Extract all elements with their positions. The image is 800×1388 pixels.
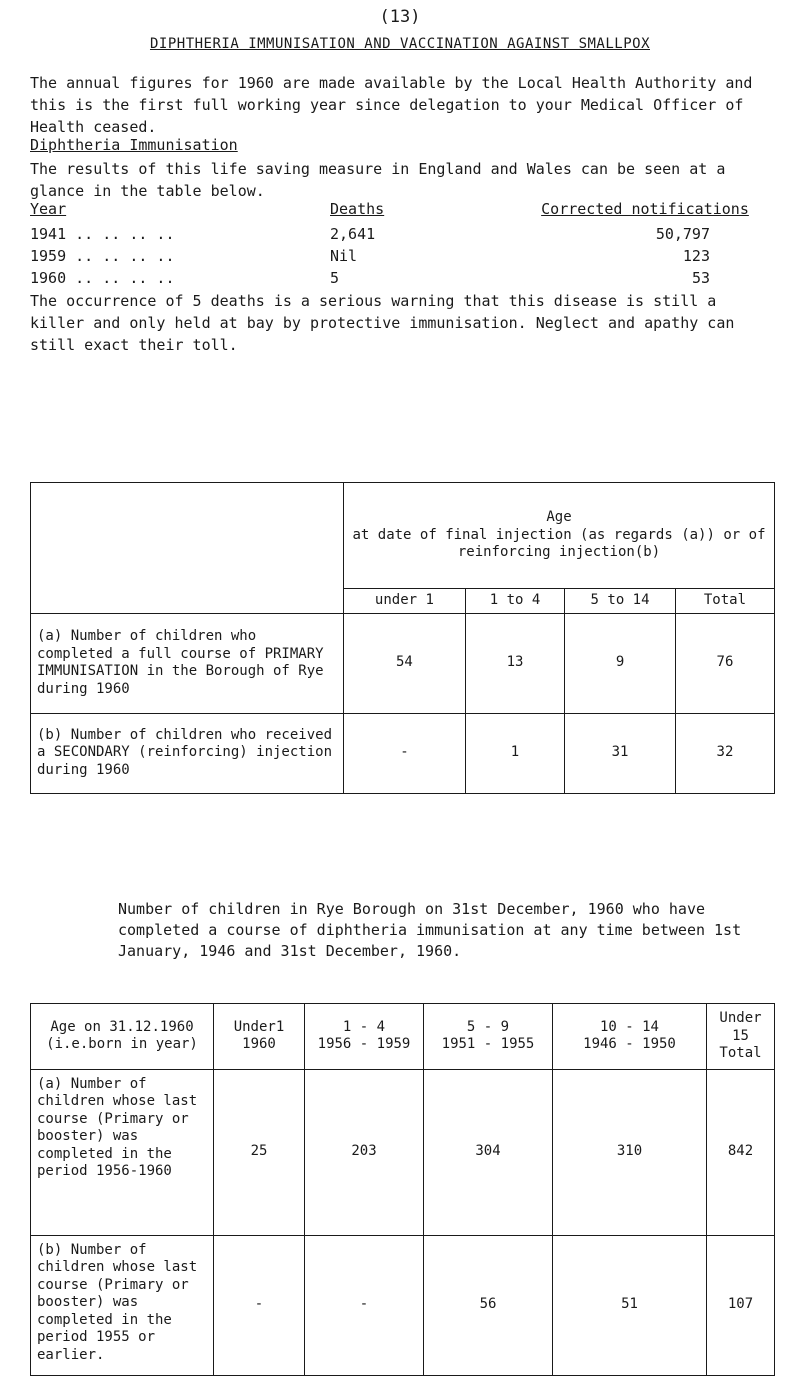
column-header: 1 to 4 <box>465 589 564 614</box>
column-header: 5 to 14 <box>565 589 676 614</box>
stats-header-year: Year <box>30 200 67 218</box>
stats-notifications: 50,797 <box>655 225 710 243</box>
table-cell: 1 <box>465 713 564 793</box>
intro-paragraph: The annual figures for 1960 are made available by the Local Health Authority and this is the first full working year since delegation to your Medical Officer of Health ceased. <box>30 74 753 136</box>
stats-header-notifications: Corrected notifications <box>541 200 749 218</box>
table-cell: 51 <box>553 1235 707 1375</box>
stats-year: 1960 .. .. .. .. <box>30 269 175 287</box>
row-label: (a) Number of children whose last course (Primary or booster) was completed in the period 1956-1960 <box>31 1069 214 1235</box>
column-header: 1 - 4 1956 - 1959 <box>305 1004 424 1070</box>
column-header: under 1 <box>344 589 466 614</box>
table-cell: - <box>305 1235 424 1375</box>
table-cell: 842 <box>707 1069 775 1235</box>
table-cell: 107 <box>707 1235 775 1375</box>
row-label: (b) Number of children whose last course (Primary or booster) was completed in the period 1955 or earlier. <box>31 1235 214 1375</box>
table-cell: 54 <box>344 613 466 713</box>
warning-paragraph: The occurrence of 5 deaths is a serious warning that this disease is still a killer and only held at bay by protective immunisation. Neglect and apathy can still exact their toll. <box>30 292 735 354</box>
table-row <box>31 613 775 713</box>
column-header: Total <box>675 589 774 614</box>
stats-header-deaths: Deaths <box>330 200 385 218</box>
table-cell: 304 <box>424 1069 553 1235</box>
table-row <box>31 713 775 793</box>
table-corner-cell <box>31 483 344 614</box>
table-cell: 56 <box>424 1235 553 1375</box>
section-subheading: Diphtheria Immunisation <box>30 136 238 154</box>
table-cell: - <box>344 713 466 793</box>
column-header: Under 15 Total <box>707 1004 775 1070</box>
stats-notifications: 53 <box>691 269 710 287</box>
stats-row <box>0 269 800 291</box>
table-cell: 203 <box>305 1069 424 1235</box>
table-row <box>31 1235 775 1375</box>
row-label: (b) Number of children who received a SECONDARY (reinforcing) injection during 1960 <box>31 713 344 793</box>
table-cell: 32 <box>675 713 774 793</box>
stats-notifications: 123 <box>682 247 710 265</box>
table-cell: 31 <box>565 713 676 793</box>
table-caption: Number of children in Rye Borough on 31st December, 1960 who have completed a course of diphtheria immunisation at any time between 1st January, 1946 and 31st December, 1960. <box>118 900 742 960</box>
age-header: Age at date of final injection (as regards (a)) or of reinforcing injection(b) <box>344 483 775 589</box>
table-row <box>31 1069 775 1235</box>
stats-row <box>0 247 800 269</box>
age-distribution-table <box>30 1003 775 1376</box>
stats-deaths: 5 <box>330 269 340 287</box>
column-header: Age on 31.12.1960 (i.e.born in year) <box>31 1004 214 1070</box>
stats-deaths: Nil <box>330 247 358 265</box>
table-cell: 310 <box>553 1069 707 1235</box>
column-header: 10 - 14 1946 - 1950 <box>553 1004 707 1070</box>
row-label: (a) Number of children who completed a full course of PRIMARY IMMUNISATION in the Borough of Rye during 1960 <box>31 613 344 713</box>
table-cell: 25 <box>214 1069 305 1235</box>
column-header: 5 - 9 1951 - 1955 <box>424 1004 553 1070</box>
page-heading: DIPHTHERIA IMMUNISATION AND VACCINATION AGAINST SMALLPOX <box>149 36 650 52</box>
table-cell: 9 <box>565 613 676 713</box>
stats-deaths: 2,641 <box>330 225 376 243</box>
stats-year: 1959 .. .. .. .. <box>30 247 175 265</box>
table-cell: 76 <box>675 613 774 713</box>
results-paragraph: The results of this life saving measure in England and Wales can be seen at a glance in the table below. <box>30 160 726 200</box>
table-cell: - <box>214 1235 305 1375</box>
page-number: (13) <box>379 7 421 27</box>
immunisation-table <box>30 482 775 794</box>
table-cell: 13 <box>465 613 564 713</box>
column-header: Under1 1960 <box>214 1004 305 1070</box>
stats-row <box>0 225 800 247</box>
stats-year: 1941 .. .. .. .. <box>30 225 175 243</box>
